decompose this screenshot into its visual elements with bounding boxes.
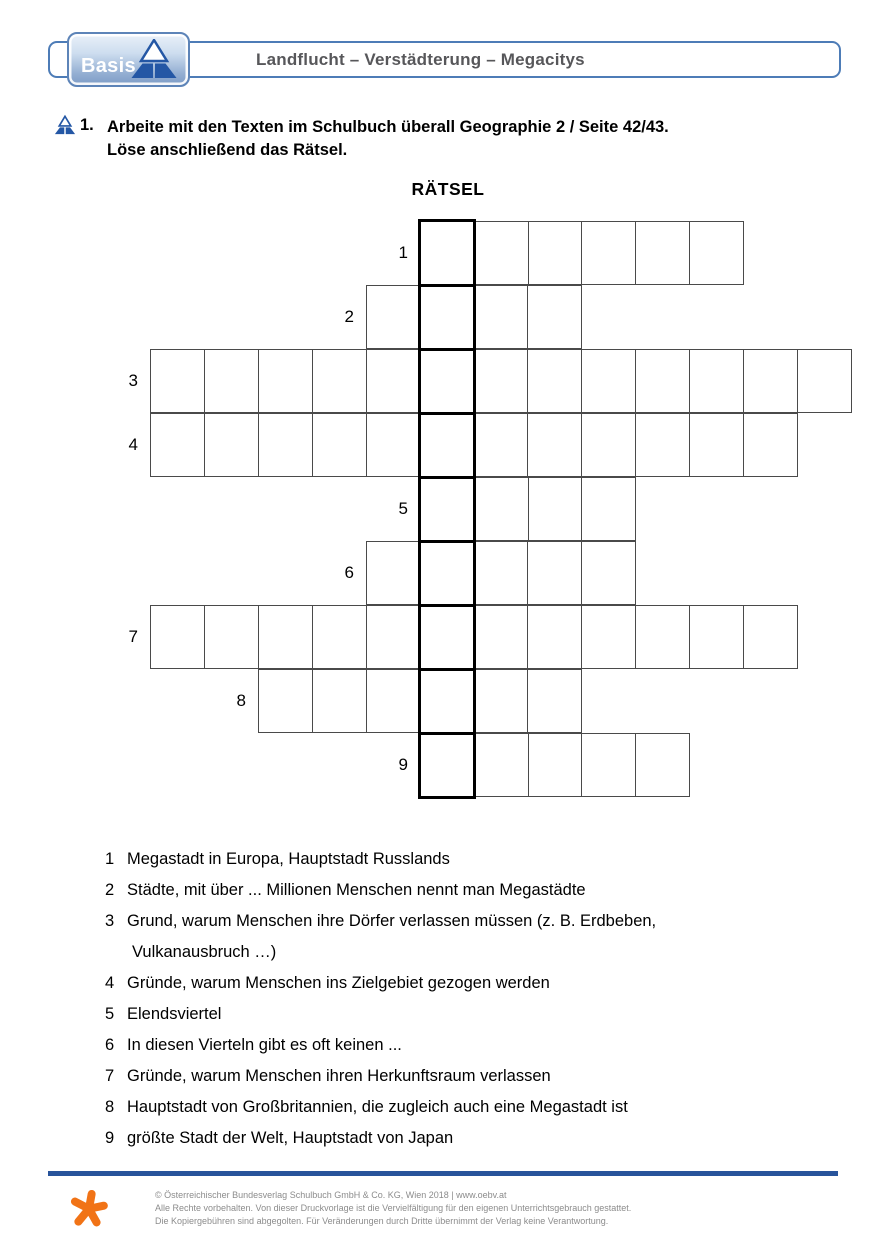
- clue-text: größte Stadt der Welt, Hauptstadt von Japan: [127, 1129, 454, 1147]
- crossword-row-4: [150, 413, 798, 477]
- crossword-cell: [366, 350, 420, 412]
- crossword-cell: [259, 670, 312, 732]
- row-number-label: 6: [344, 563, 354, 582]
- clue-item-4: [105, 972, 785, 1003]
- clue-item-5: [105, 1003, 785, 1034]
- crossword-cell: [366, 414, 420, 476]
- crossword-cell: [420, 350, 474, 412]
- crossword-cell: [421, 222, 474, 284]
- crossword-cell: [635, 734, 689, 796]
- puzzle-heading: RÄTSEL: [411, 179, 485, 199]
- crossword-cell: [527, 286, 581, 348]
- crossword-cell: [474, 286, 528, 348]
- crossword-cell: [797, 350, 851, 412]
- clue-number: 8: [105, 1098, 115, 1116]
- row-number-label: 4: [128, 435, 138, 454]
- task-line-1: Arbeite mit den Texten im Schulbuch überall Geographie 2 / Seite 42/43.: [107, 118, 669, 136]
- clue-item-9: [105, 1127, 785, 1158]
- crossword-cell: [689, 414, 743, 476]
- clue-text: Städte, mit über ... Millionen Menschen nennt man Megastädte: [127, 881, 586, 899]
- task-line-2: Löse anschließend das Rätsel.: [107, 141, 348, 159]
- crossword-cell: [312, 350, 366, 412]
- crossword-cell: [581, 414, 635, 476]
- clue-text: Hauptstadt von Großbritannien, die zugleich auch eine Megastadt ist: [127, 1098, 628, 1116]
- clue-text: Elendsviertel: [127, 1005, 222, 1023]
- crossword-cell: [151, 606, 204, 668]
- crossword-cell: [743, 414, 797, 476]
- row-number-label: 3: [128, 371, 138, 390]
- crossword-cell: [527, 414, 581, 476]
- crossword-row-8: [258, 669, 582, 733]
- crossword-row-3: [150, 349, 852, 413]
- row-number-label: 5: [398, 499, 408, 518]
- crossword-cell: [151, 350, 204, 412]
- crossword-cell: [635, 414, 689, 476]
- crossword-cell: [635, 222, 689, 284]
- crossword-cell: [420, 414, 474, 476]
- crossword-cell: [474, 478, 528, 540]
- crossword-cell: [474, 542, 528, 604]
- crossword-cell: [689, 350, 743, 412]
- crossword-cell: [528, 222, 582, 284]
- row-number-label: 9: [398, 755, 408, 774]
- crossword-cell: [581, 350, 635, 412]
- clue-number: 9: [105, 1129, 115, 1147]
- crossword-cell: [474, 414, 528, 476]
- crossword-cell: [528, 478, 582, 540]
- clue-number: 4: [105, 974, 115, 992]
- crossword-cell: [527, 542, 581, 604]
- clue-text: Gründe, warum Menschen ins Zielgebiet gezogen werden: [127, 974, 550, 992]
- copyright-text: [155, 1189, 631, 1228]
- row-number-label: 8: [236, 691, 246, 710]
- crossword-row-6: [366, 541, 636, 605]
- clue-item-8: [105, 1096, 785, 1127]
- crossword-cell: [420, 606, 474, 668]
- clue-text: In diesen Vierteln gibt es oft keinen ...: [127, 1036, 402, 1054]
- clue-item-3: [105, 910, 785, 941]
- clue-text: Vulkanausbruch …): [132, 943, 277, 961]
- crossword-cell: [421, 734, 474, 796]
- clue-number: 7: [105, 1067, 115, 1085]
- clue-text: Megastadt in Europa, Hauptstadt Russlands: [127, 850, 450, 868]
- crossword-cell: [419, 670, 473, 732]
- crossword-cell: [204, 606, 258, 668]
- clue-text: Gründe, warum Menschen ihren Herkunftsraum verlassen: [127, 1067, 551, 1085]
- clue-number: 6: [105, 1036, 115, 1054]
- clue-number: 1: [105, 850, 115, 868]
- crossword-row-1: [420, 221, 744, 285]
- row-number-label: 7: [128, 627, 138, 646]
- publisher-logo-icon: [70, 1189, 108, 1232]
- clue-list: [105, 848, 785, 1158]
- crossword-cell: [367, 542, 420, 604]
- crossword-cell: [581, 222, 635, 284]
- crossword-cell: [743, 606, 797, 668]
- crossword-cell: [474, 734, 528, 796]
- crossword-cell: [474, 350, 528, 412]
- crossword-cell: [743, 350, 797, 412]
- clue-item-continuation: [105, 941, 785, 972]
- crossword-cell: [527, 350, 581, 412]
- copyright-line-2: Alle Rechte vorbehalten. Von dieser Druckvorlage ist die Vervielfältigung für den eigenen Unterrichtsgebrauch gestattet.: [155, 1203, 632, 1213]
- crossword-cell: [527, 606, 581, 668]
- crossword-cell: [474, 222, 528, 284]
- crossword-cell: [689, 222, 743, 284]
- crossword-cell: [528, 734, 582, 796]
- crossword-cell: [367, 286, 420, 348]
- level-badge-label: Basis: [81, 55, 136, 77]
- crossword-cell: [312, 670, 366, 732]
- crossword-row-2: [366, 285, 582, 349]
- crossword-cell: [581, 606, 635, 668]
- crossword-cell: [420, 542, 474, 604]
- crossword-cell: [689, 606, 743, 668]
- worksheet-title: Landflucht – Verstädterung – Megacitys: [256, 49, 585, 69]
- clue-item-7: [105, 1065, 785, 1096]
- clue-item-2: [105, 879, 785, 910]
- crossword-cell: [204, 350, 258, 412]
- crossword-cell: [258, 350, 312, 412]
- clue-item-1: [105, 848, 785, 879]
- crossword-cell: [151, 414, 204, 476]
- clue-number: 3: [105, 912, 115, 930]
- crossword-cell: [473, 670, 527, 732]
- crossword-cell: [635, 606, 689, 668]
- crossword-cell: [312, 606, 366, 668]
- crossword-cell: [581, 478, 635, 540]
- crossword-cell: [474, 606, 528, 668]
- crossword-cell: [420, 286, 474, 348]
- crossword-row-7: [150, 605, 798, 669]
- crossword-cell: [581, 542, 635, 604]
- crossword-cell: [366, 606, 420, 668]
- copyright-line-3: Die Kopiergebühren sind abgegolten. Für Veränderungen durch Dritte übernimmt der Verlag keine Verantwortung.: [155, 1216, 609, 1226]
- crossword-cell: [421, 478, 474, 540]
- clue-number: 5: [105, 1005, 115, 1023]
- crossword-cell: [204, 414, 258, 476]
- row-number-label: 1: [398, 243, 408, 262]
- footer-divider: [48, 1171, 838, 1176]
- row-number-label: 2: [344, 307, 354, 326]
- crossword-row-5: [420, 477, 636, 541]
- crossword-cell: [258, 414, 312, 476]
- level-badge: [67, 32, 190, 87]
- task-number: 1.: [80, 116, 94, 134]
- clue-number: 2: [105, 881, 115, 899]
- crossword-row-9: [420, 733, 690, 797]
- copyright-line-1: © Österreichischer Bundesverlag Schulbuch GmbH & Co. KG, Wien 2018 | www.oebv.at: [155, 1190, 507, 1200]
- clue-text: Grund, warum Menschen ihre Dörfer verlassen müssen (z. B. Erdbeben,: [127, 912, 657, 930]
- crossword-cell: [581, 734, 635, 796]
- crossword-cell: [527, 670, 581, 732]
- pyramid-icon: [129, 39, 179, 84]
- clue-item-6: [105, 1034, 785, 1065]
- crossword-cell: [635, 350, 689, 412]
- crossword-cell: [312, 414, 366, 476]
- crossword-cell: [258, 606, 312, 668]
- crossword-cell: [366, 670, 420, 732]
